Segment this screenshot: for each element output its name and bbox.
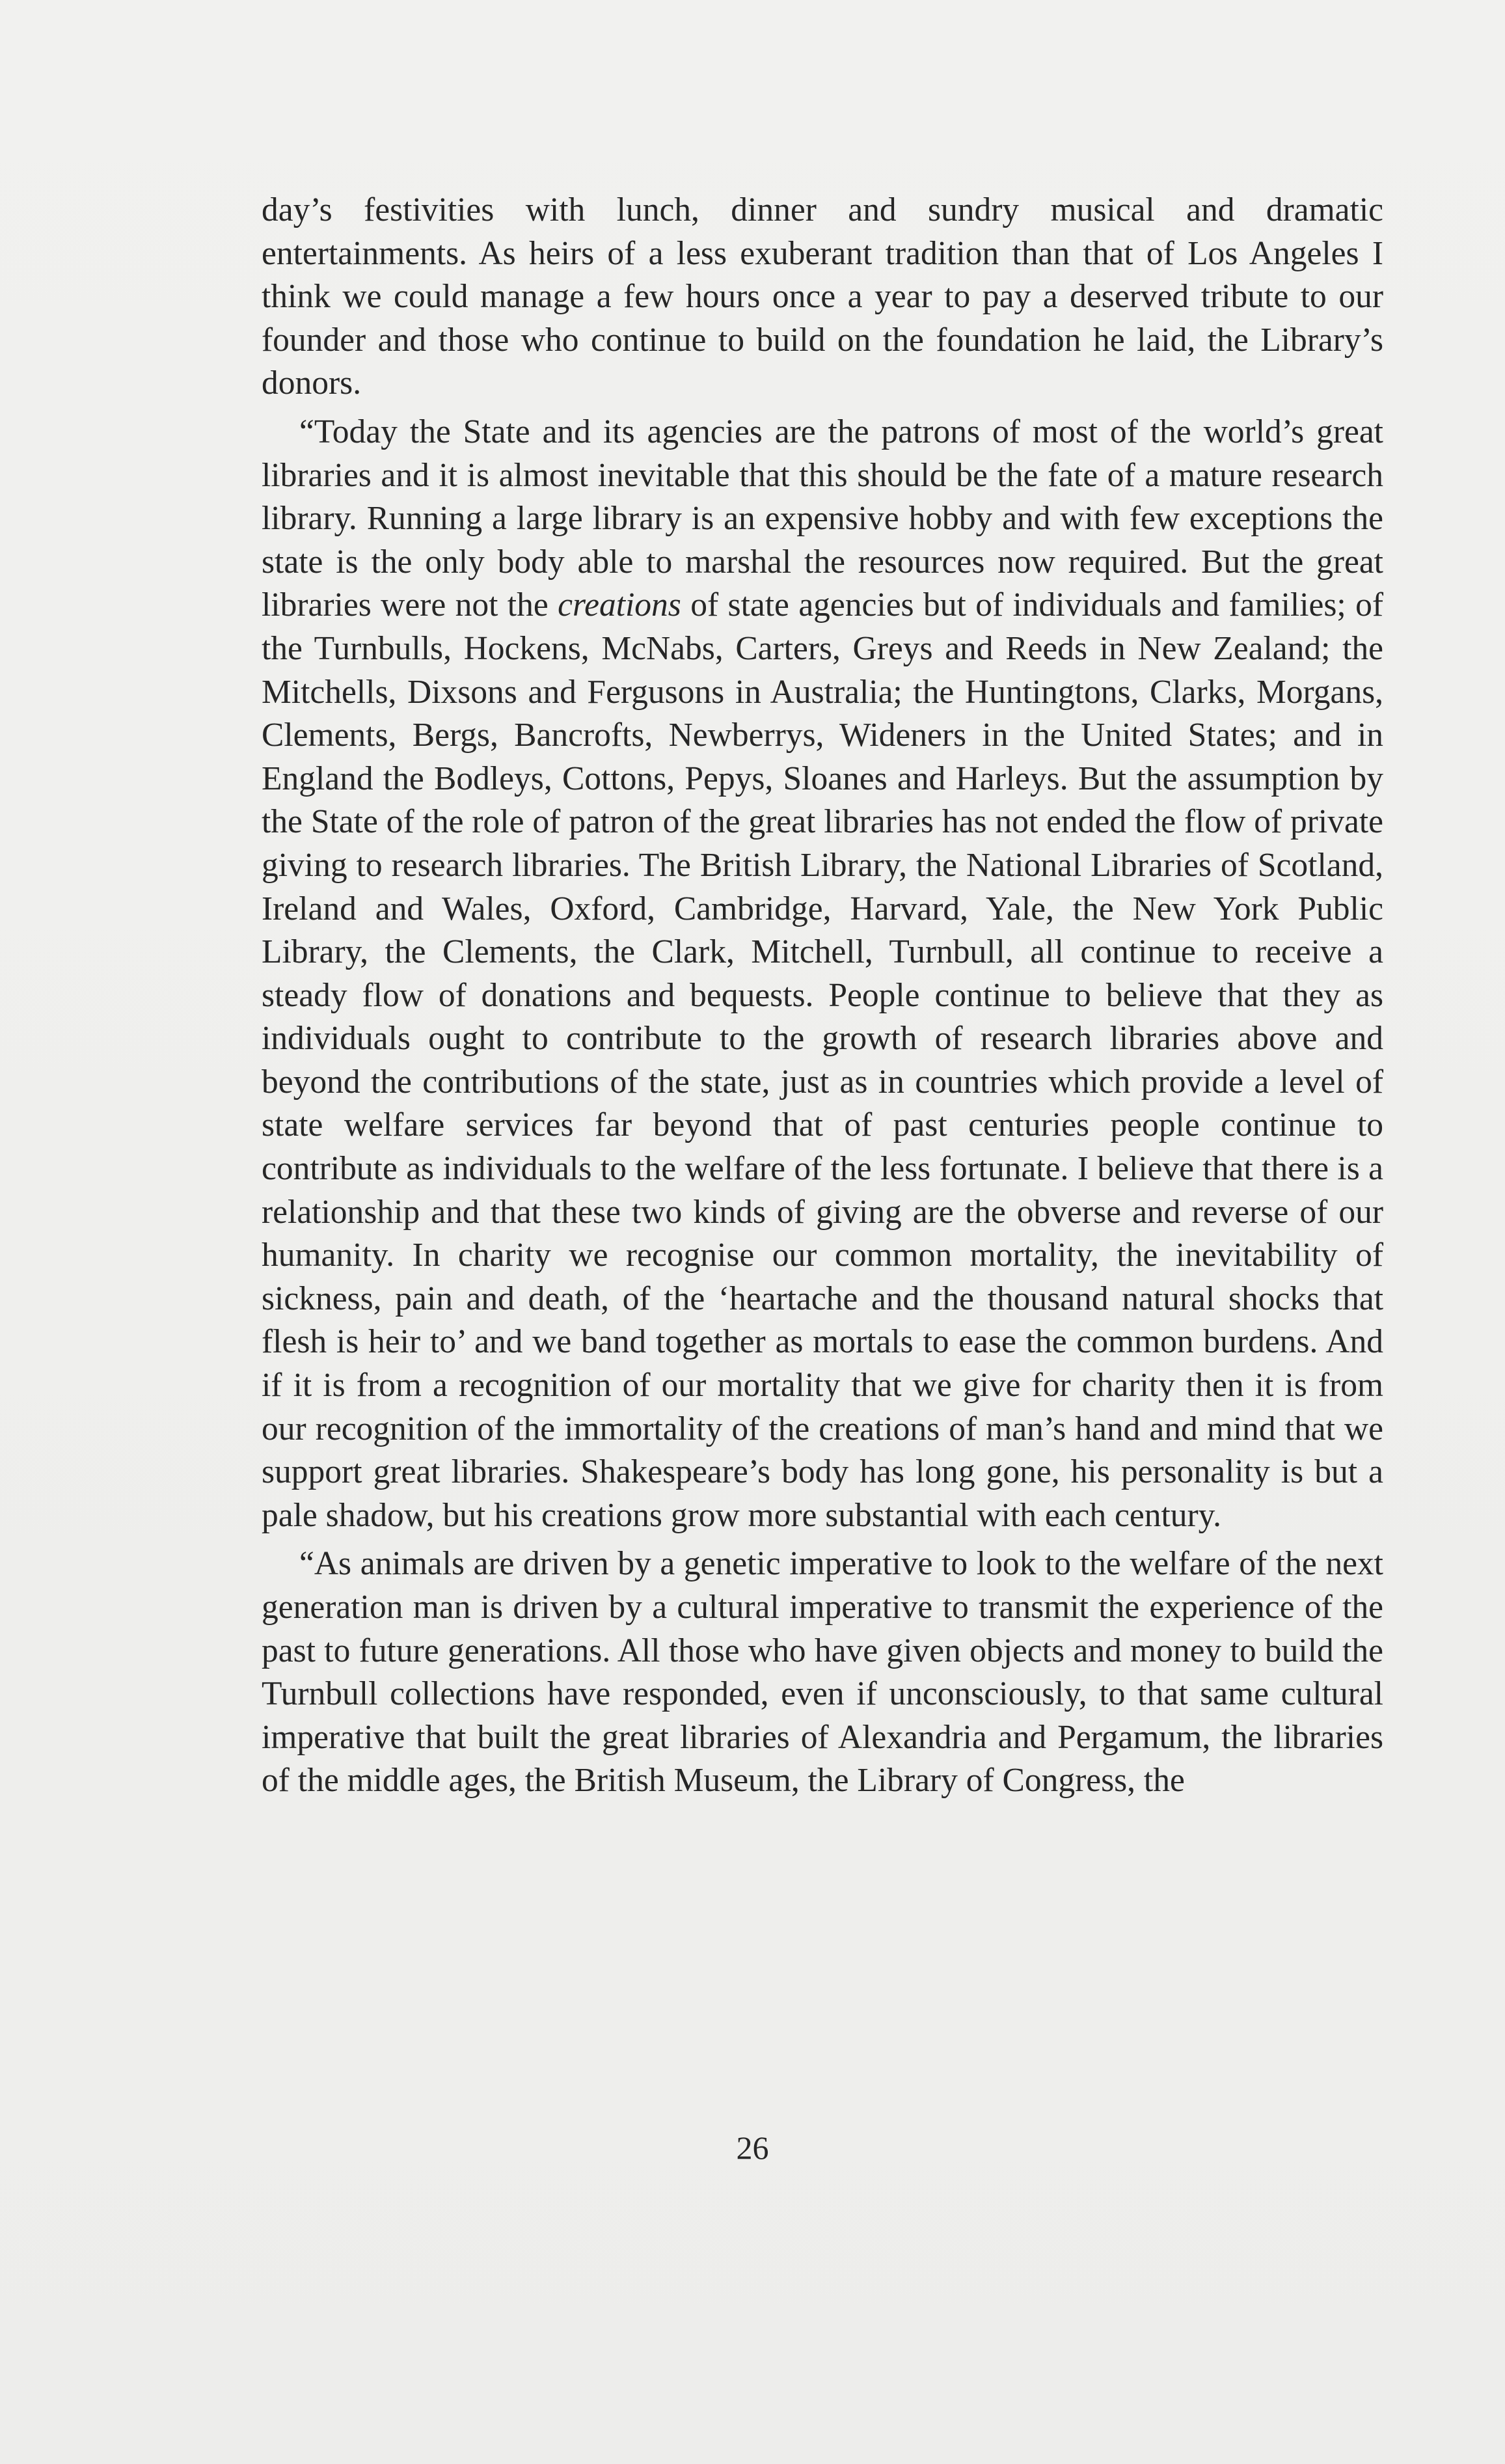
paragraph-2-text-rest: of state agencies but of individuals and families; of the Turnbulls, Hockens, McNabs, Carters, Greys and Reeds in New Zealand; the Mitchells, Dixsons and Fergusons in Australia; the Huntingtons, Clarks, Morgans, Clements, Bergs, Bancrofts, Newberrys, Wideners in the United States; and in England the Bodleys, Cottons, Pepys, Sloanes and Harleys. But the assumption by the State of the role of patron of the great libraries has not ended the flow of private giving to research libraries. The British Library, the National Libraries of Scotland, Ireland and Wales, Oxford, Cambridge, Harvard, Yale, the New York Public Library, the Clements, the Clark, Mitchell, Turnbull, all continue to receive a steady flow of donations and bequests. People continue to believe that they as individuals ought to contribute to the growth of research libraries above and beyond the contributions of the state, just as in countries which provide a level of state welfare services far beyond that of past centuries people continue to contribute as individuals to the welfare of the less fortunate. I believe that there is a relationship and that these two kinds of giving are the obverse and reverse of our humanity. In charity we recognise our common mortality, the inevitability of sickness, pain and death, of the ‘heartache and the thousand natural shocks that flesh is heir to’ and we band together as mortals to ease the common burdens. And if it is from a recognition of our mortality that we give for charity then it is from our recognition of the immortality of the creations of man’s hand and mind that we support great libraries. Shakespeare’s body has long gone, his personality is but a pale shadow, but his creations grow more substantial with each century. — [262, 586, 1384, 1534]
paragraph-1-text: day’s festivities with lunch, dinner and sundry musical and dramatic entertainments. As heirs of a less exuberant tradition than that of Los Angeles I think we could manage a few hours once a year to pay a deserved tribute to our founder and those who continue to build on the foundation he laid, the Library’s donors. — [262, 191, 1383, 402]
paragraph-3 — [262, 1542, 1383, 1803]
paragraph-2-text-start: “Today the State and its agencies are the patrons of most of the world’s great libraries and it is almost inevitable that this should be the fate of a mature research library. Running a large library is an expensive hobby and with few exceptions the state is the only body able to marshal the resources now required. But the great libraries were not the — [262, 413, 1383, 624]
paragraph-1 — [262, 189, 1383, 405]
italic-word-creations: creations — [558, 586, 681, 624]
page-number: 26 — [736, 2129, 769, 2166]
body-text — [262, 189, 1383, 1803]
paragraph-3-text: “As animals are driven by a genetic imperative to look to the welfare of the next generation man is driven by a cultural imperative to transmit the experience of the past to future generations. All those who have given objects and money to build the Turnbull collections have responded, even if unconsciously, to that same cultural imperative that built the great libraries of Alexandria and Pergamum, the libraries of the middle ages, the British Museum, the Library of Congress, the — [262, 1545, 1383, 1800]
paragraph-2 — [262, 411, 1383, 1537]
